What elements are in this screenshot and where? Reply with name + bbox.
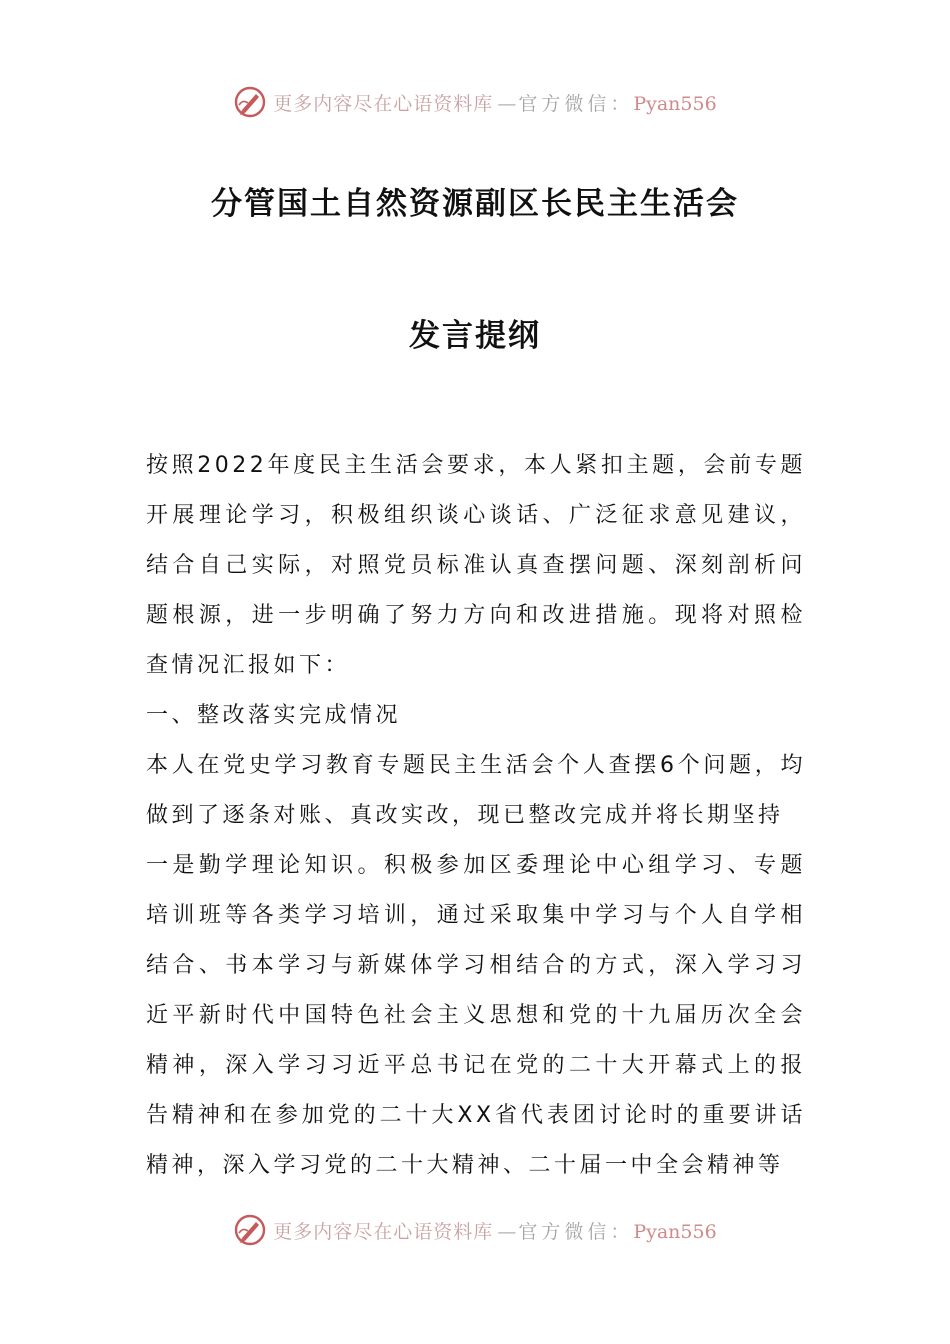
- summary-paragraph: 本人在党史学习教育专题民主生活会个人查摆6个问题，均做到了逐条对账、真改实改，现已整改完成并将长期坚持: [146, 753, 806, 828]
- watermark-wechat-id: Pyan556: [633, 1220, 717, 1243]
- watermark-text: [273, 89, 716, 116]
- intro-paragraph: 按照2022年度民主生活会要求，本人紧扣主题，会前专题开展理论学习，积极组织谈心谈话、广泛征求意见建议，结合自己实际，对照党员标准认真查摆问题、深刻剖析问题根源，进一步明确了努力方向和改进措施。现将对照检查情况汇报如下：: [146, 453, 806, 678]
- watermark-separator: —: [497, 92, 515, 115]
- section-heading: 一、整改落实完成情况: [146, 703, 402, 728]
- watermark-brand: 更多内容尽在心语资料库: [273, 1220, 494, 1243]
- document-title-line2: 发言提纲: [409, 318, 541, 354]
- document-body: [146, 441, 806, 1191]
- document-title-line1: 分管国土自然资源副区长民主生活会: [211, 186, 739, 222]
- watermark-brand: 更多内容尽在心语资料库: [273, 92, 494, 115]
- point-one-paragraph: 一是勤学理论知识。积极参加区委理论中心组学习、专题培训班等各类学习培训，通过采取集中学习与个人自学相结合、书本学习与新媒体学习相结合的方式，深入学习习近平新时代中国特色社会主义思想和党的十九届历次全会精神，深入学习习近平总书记在党的二十大开幕式上的报告精神和在参加党的二十大XX省代表团讨论时的重要讲话精神，深入学习党的二十大精神、二十届一中全会精神等: [146, 853, 806, 1178]
- pen-logo-icon: [233, 85, 267, 119]
- watermark-separator: —: [497, 1220, 515, 1243]
- pen-logo-icon: [233, 1213, 267, 1247]
- watermark-banner-bottom: [0, 1210, 950, 1250]
- watermark-channel-label: 官方微信：: [518, 92, 634, 115]
- watermark-channel-label: 官方微信：: [518, 1220, 634, 1243]
- watermark-banner-top: [0, 82, 950, 122]
- watermark-text: [273, 1217, 716, 1244]
- watermark-wechat-id: Pyan556: [633, 92, 717, 115]
